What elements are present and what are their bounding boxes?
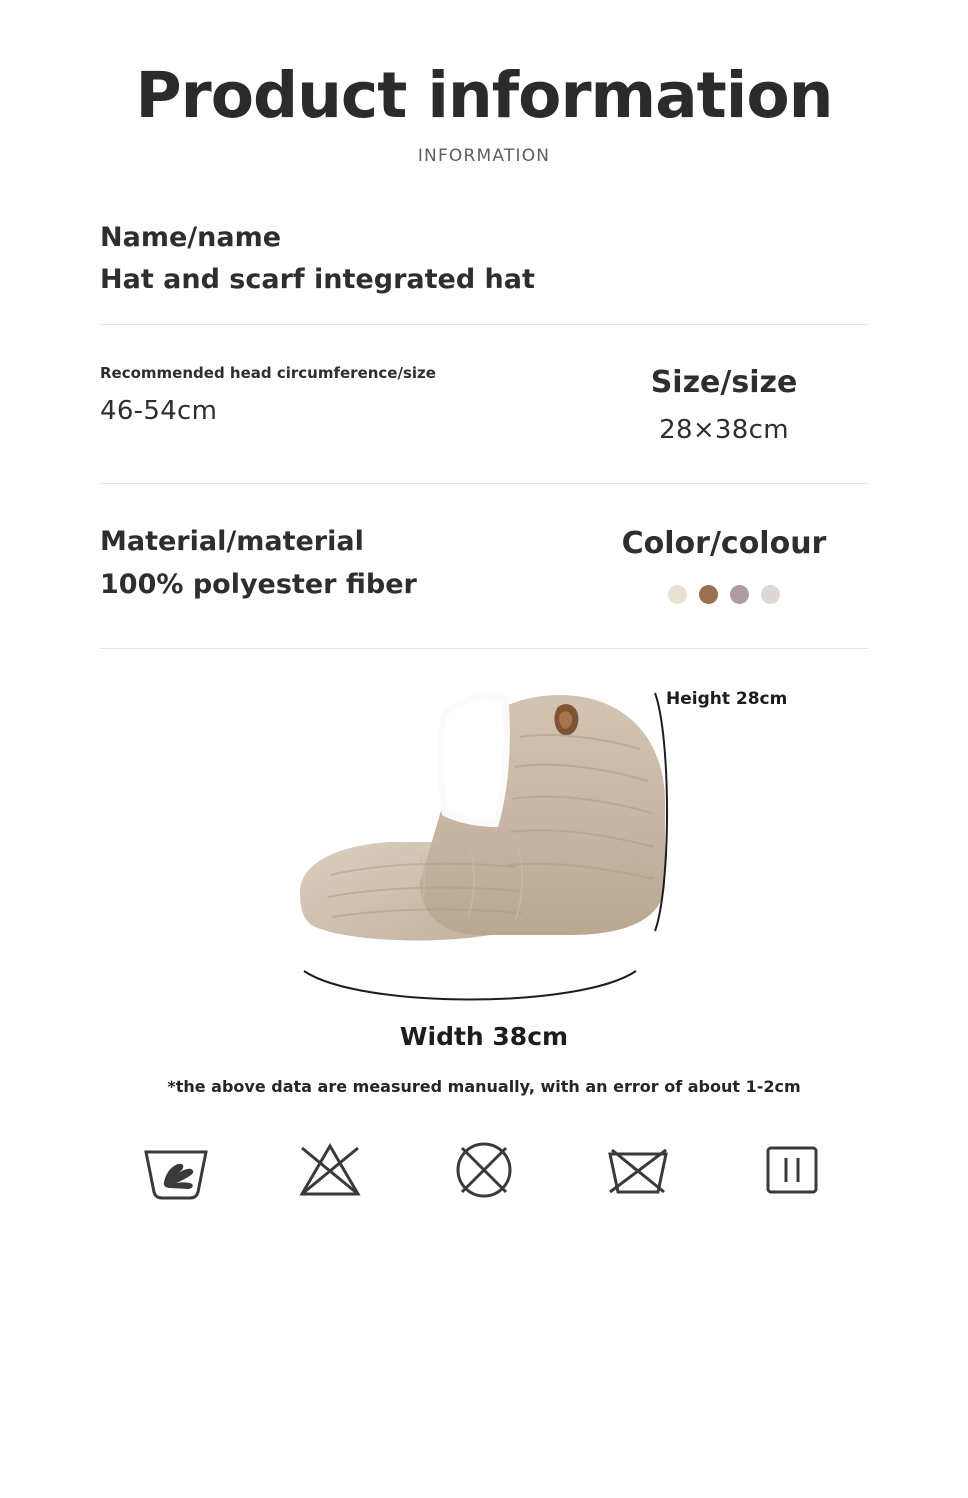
spec-size-block	[580, 363, 868, 446]
hand-wash-icon	[138, 1134, 214, 1204]
color-swatch-mauve[interactable]	[730, 585, 749, 604]
height-measure-bracket	[651, 687, 681, 937]
name-value: Hat and scarf integrated hat	[100, 264, 535, 296]
page-subtitle: INFORMATION	[417, 146, 551, 167]
color-swatch-list	[580, 585, 868, 604]
page-title: Product information	[135, 59, 833, 132]
divider-3	[100, 648, 868, 649]
measurement-note: *the above data are measured manually, with an error of about 1-2cm	[167, 1076, 801, 1096]
color-label: Color/colour	[621, 526, 827, 562]
color-swatch-brown[interactable]	[699, 585, 718, 604]
product-figure	[0, 667, 968, 1067]
material-value: 100% polyester fiber	[100, 568, 417, 600]
size-value: 28×38cm	[659, 415, 789, 446]
color-swatch-light-grey[interactable]	[761, 585, 780, 604]
spec-color-block	[580, 524, 868, 604]
do-not-tumble-dry-icon	[446, 1134, 522, 1204]
width-label: Width 38cm	[399, 1021, 569, 1051]
page-header	[0, 0, 968, 166]
size-label: Size/size	[650, 364, 798, 400]
do-not-dry-clean-icon	[600, 1134, 676, 1204]
material-label: Material/material	[100, 526, 364, 558]
spec-head-circumference-block	[100, 363, 580, 426]
color-swatch-cream[interactable]	[668, 585, 687, 604]
spec-name-block	[100, 220, 580, 300]
width-measure-bracket	[300, 967, 640, 1017]
height-label: Height 28cm	[666, 688, 788, 709]
head-circumference-value: 46-54cm	[100, 395, 218, 426]
head-circumference-label: Recommended head circumference/size	[100, 363, 436, 382]
spec-list	[100, 218, 868, 649]
spec-row-material	[100, 484, 868, 630]
do-not-bleach-icon	[292, 1134, 368, 1204]
name-label: Name/name	[100, 222, 282, 254]
spec-row-size	[100, 325, 868, 466]
product-image-hat	[270, 677, 690, 977]
iron-low-heat-icon	[754, 1134, 830, 1204]
spec-material-block	[100, 524, 580, 604]
spec-row-name	[100, 218, 868, 306]
care-icon-list	[0, 1134, 968, 1204]
